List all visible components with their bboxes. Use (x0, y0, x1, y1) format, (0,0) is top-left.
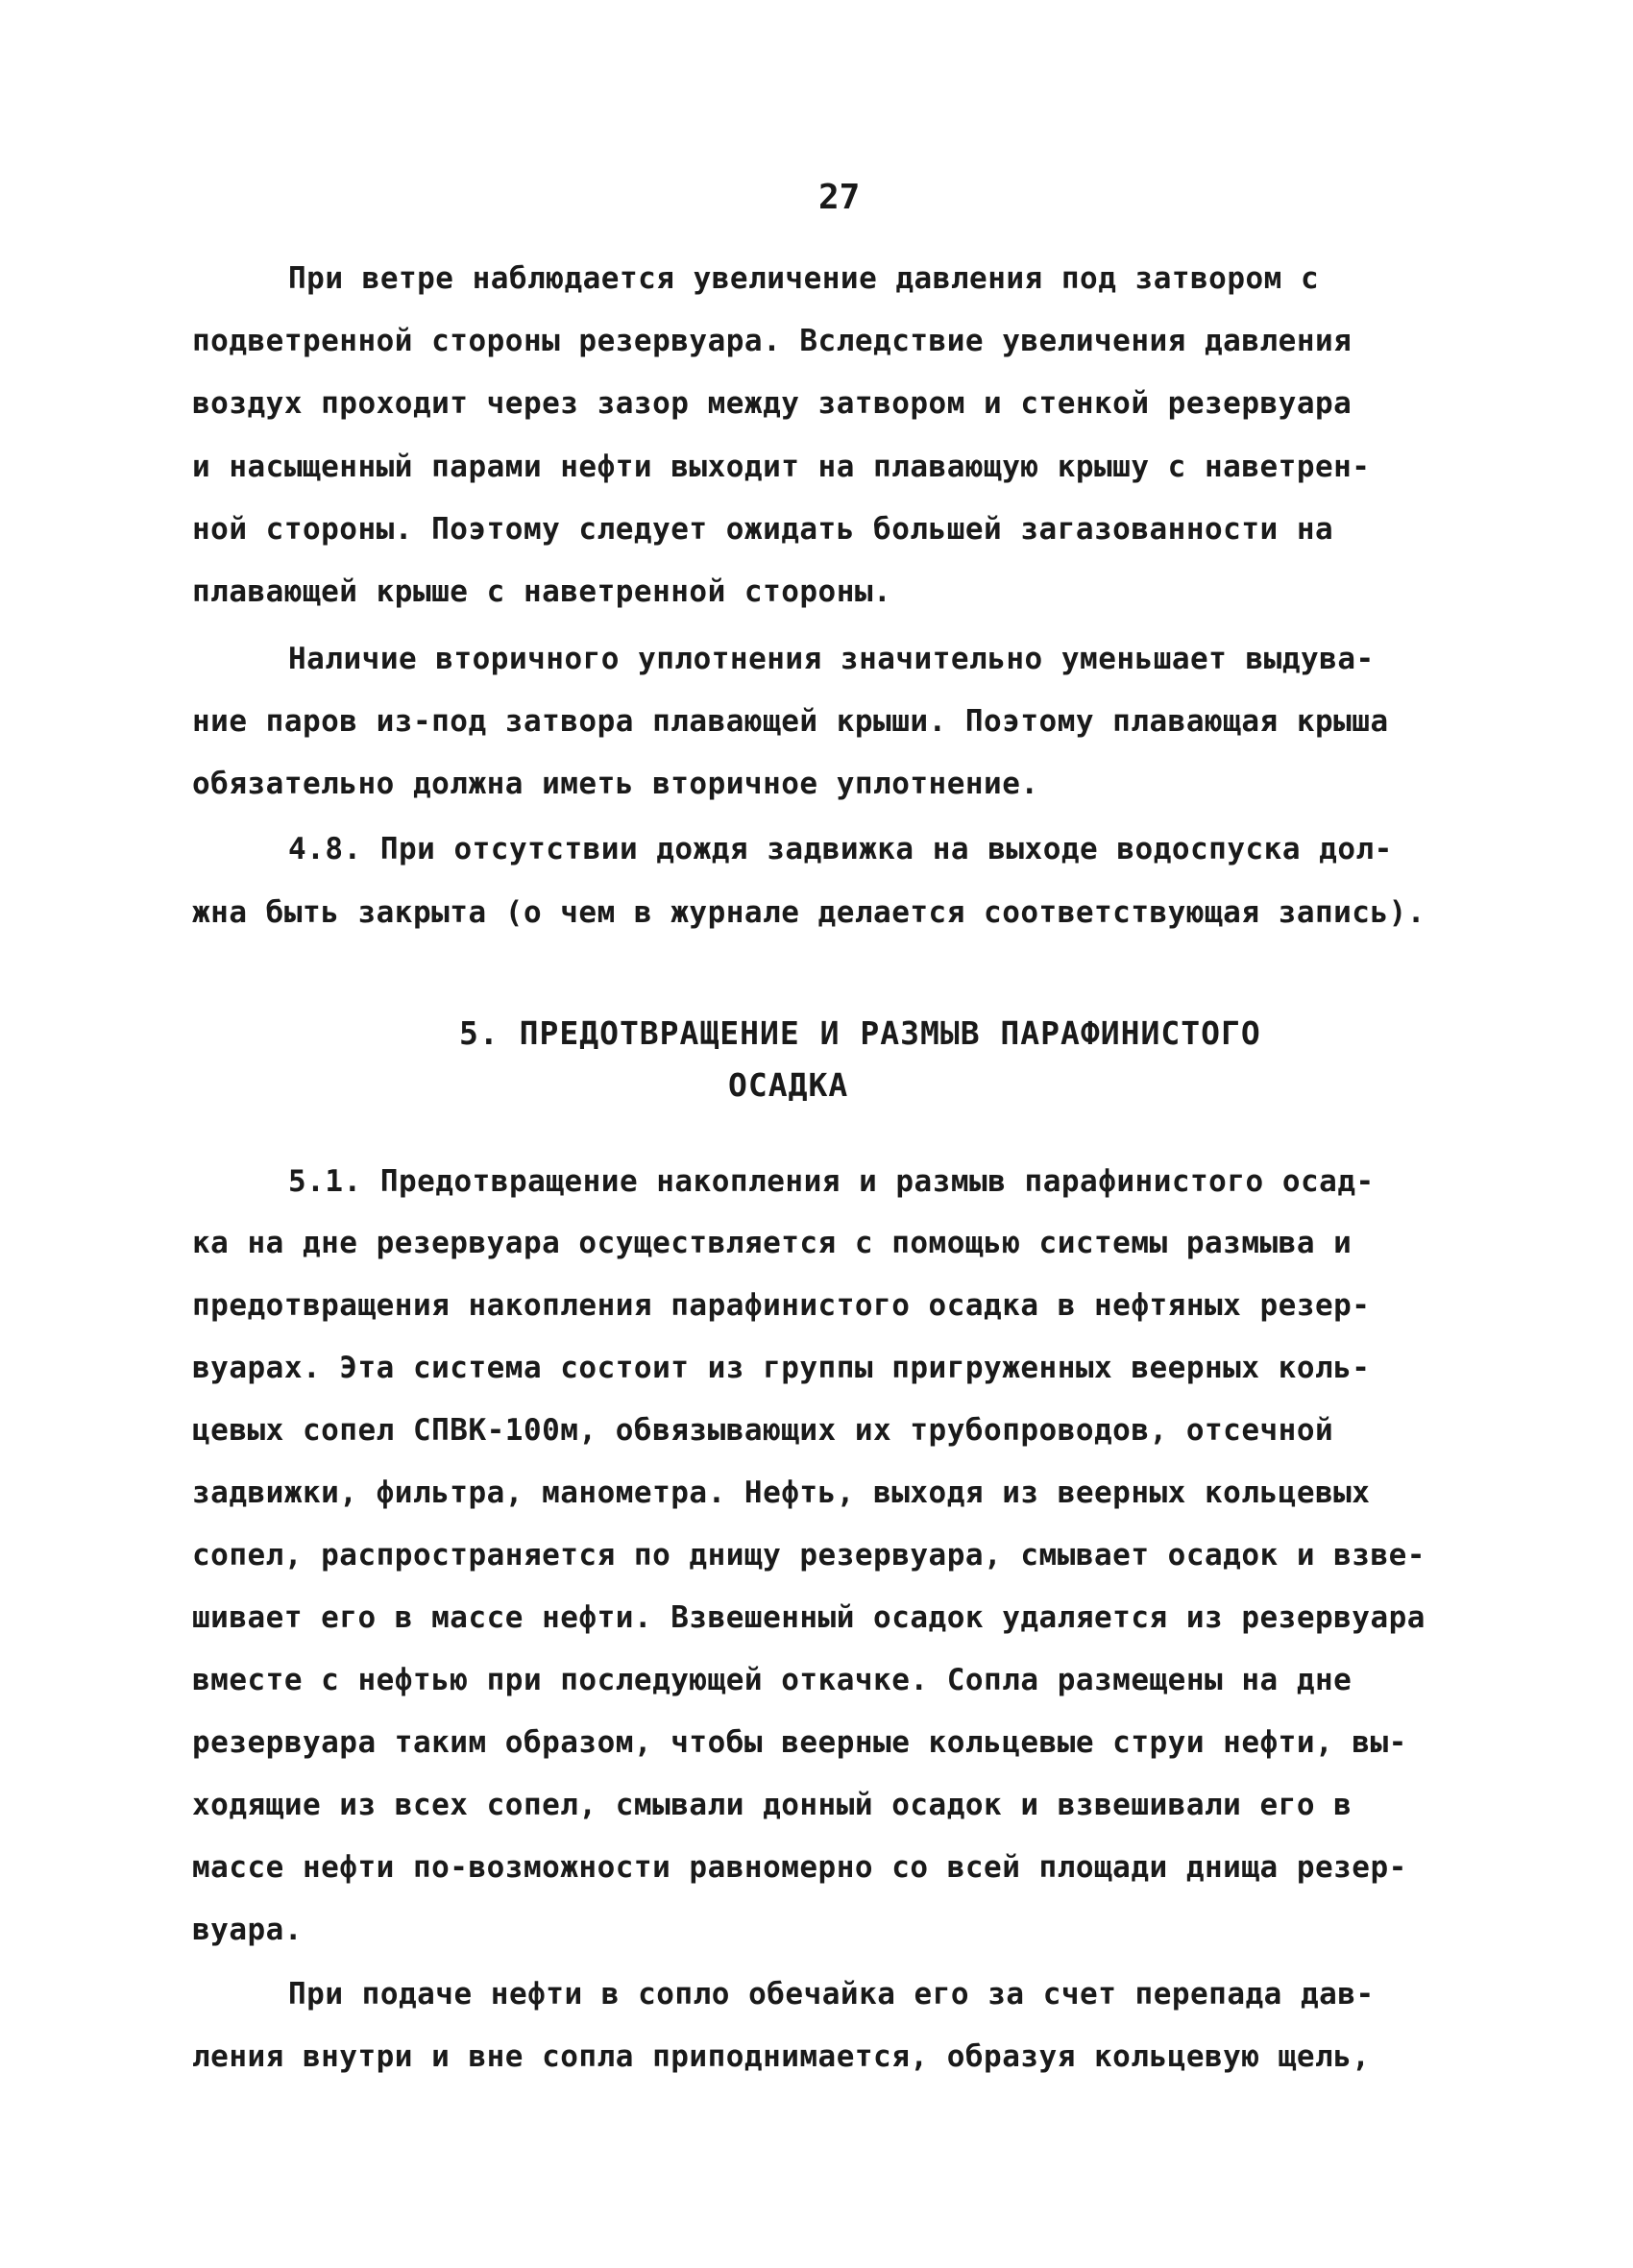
text-line: подветренной стороны резервуара. Вследствие увеличения давления (192, 324, 1353, 358)
text-line: предотвращения накопления парафинистого осадка в нефтяных резер- (192, 1288, 1371, 1323)
text-line: резервуара таким образом, чтобы веерные кольцевые струи нефти, вы- (192, 1725, 1407, 1760)
text-line: Наличие вторичного уплотнения значительно уменьшает выдува- (288, 642, 1375, 676)
page-number: 27 (818, 178, 861, 217)
text-line: воздух проходит через зазор между затвором и стенкой резервуара (192, 386, 1353, 421)
text-line: ления внутри и вне сопла приподнимается, образуя кольцевую щель, (192, 2039, 1371, 2074)
text-line: При ветре наблюдается увеличение давления под затвором с (288, 261, 1320, 296)
text-line: вуара. (192, 1913, 303, 1947)
text-line: шивает его в массе нефти. Взвешенный осадок удаляется из резервуара (192, 1600, 1426, 1635)
text-line: обязательно должна иметь вторичное уплотнение. (192, 767, 1039, 801)
text-line: ка на дне резервуара осуществляется с помощью системы размыва и (192, 1226, 1353, 1260)
text-line: вместе с нефтью при последующей откачке. Сопла размещены на дне (192, 1663, 1353, 1697)
text-line: вуарах. Эта система состоит из группы пригруженных веерных коль- (192, 1351, 1371, 1385)
text-line: При подаче нефти в сопло обечайка его за счет перепада дав- (288, 1977, 1375, 2012)
text-line: ходящие из всех сопел, смывали донный осадок и взвешивали его в (192, 1788, 1353, 1822)
text-line: сопел, распространяется по днищу резервуара, смывает осадок и взве- (192, 1538, 1426, 1573)
section-heading-continued: ОСАДКА (728, 1066, 849, 1104)
text-line: массе нефти по-возможности равномерно со всей площади днища резер- (192, 1850, 1407, 1885)
text-line: 5.1. Предотвращение накопления и размыв парафинистого осад- (288, 1164, 1375, 1199)
text-line: 4.8. При отсутствии дождя задвижка на выходе водоспуска дол- (288, 832, 1393, 866)
text-line: и насыщенный парами нефти выходит на плавающую крышу с наветрен- (192, 450, 1371, 484)
text-line: плавающей крыше с наветренной стороны. (192, 574, 892, 609)
text-line: ной стороны. Поэтому следует ожидать большей загазованности на (192, 512, 1334, 547)
section-heading: 5. ПРЕДОТВРАЩЕНИЕ И РАЗМЫВ ПАРАФИНИСТОГО (459, 1014, 1261, 1052)
text-line: задвижки, фильтра, манометра. Нефть, выходя из веерных кольцевых (192, 1475, 1371, 1510)
text-line: жна быть закрыта (о чем в журнале делается соответствующая запись). (192, 895, 1426, 930)
text-line: цевых сопел СПВК-100м, обвязывающих их трубопроводов, отсечной (192, 1413, 1334, 1448)
text-line: ние паров из-под затвора плавающей крыши. Поэтому плавающая крыша (192, 704, 1389, 739)
